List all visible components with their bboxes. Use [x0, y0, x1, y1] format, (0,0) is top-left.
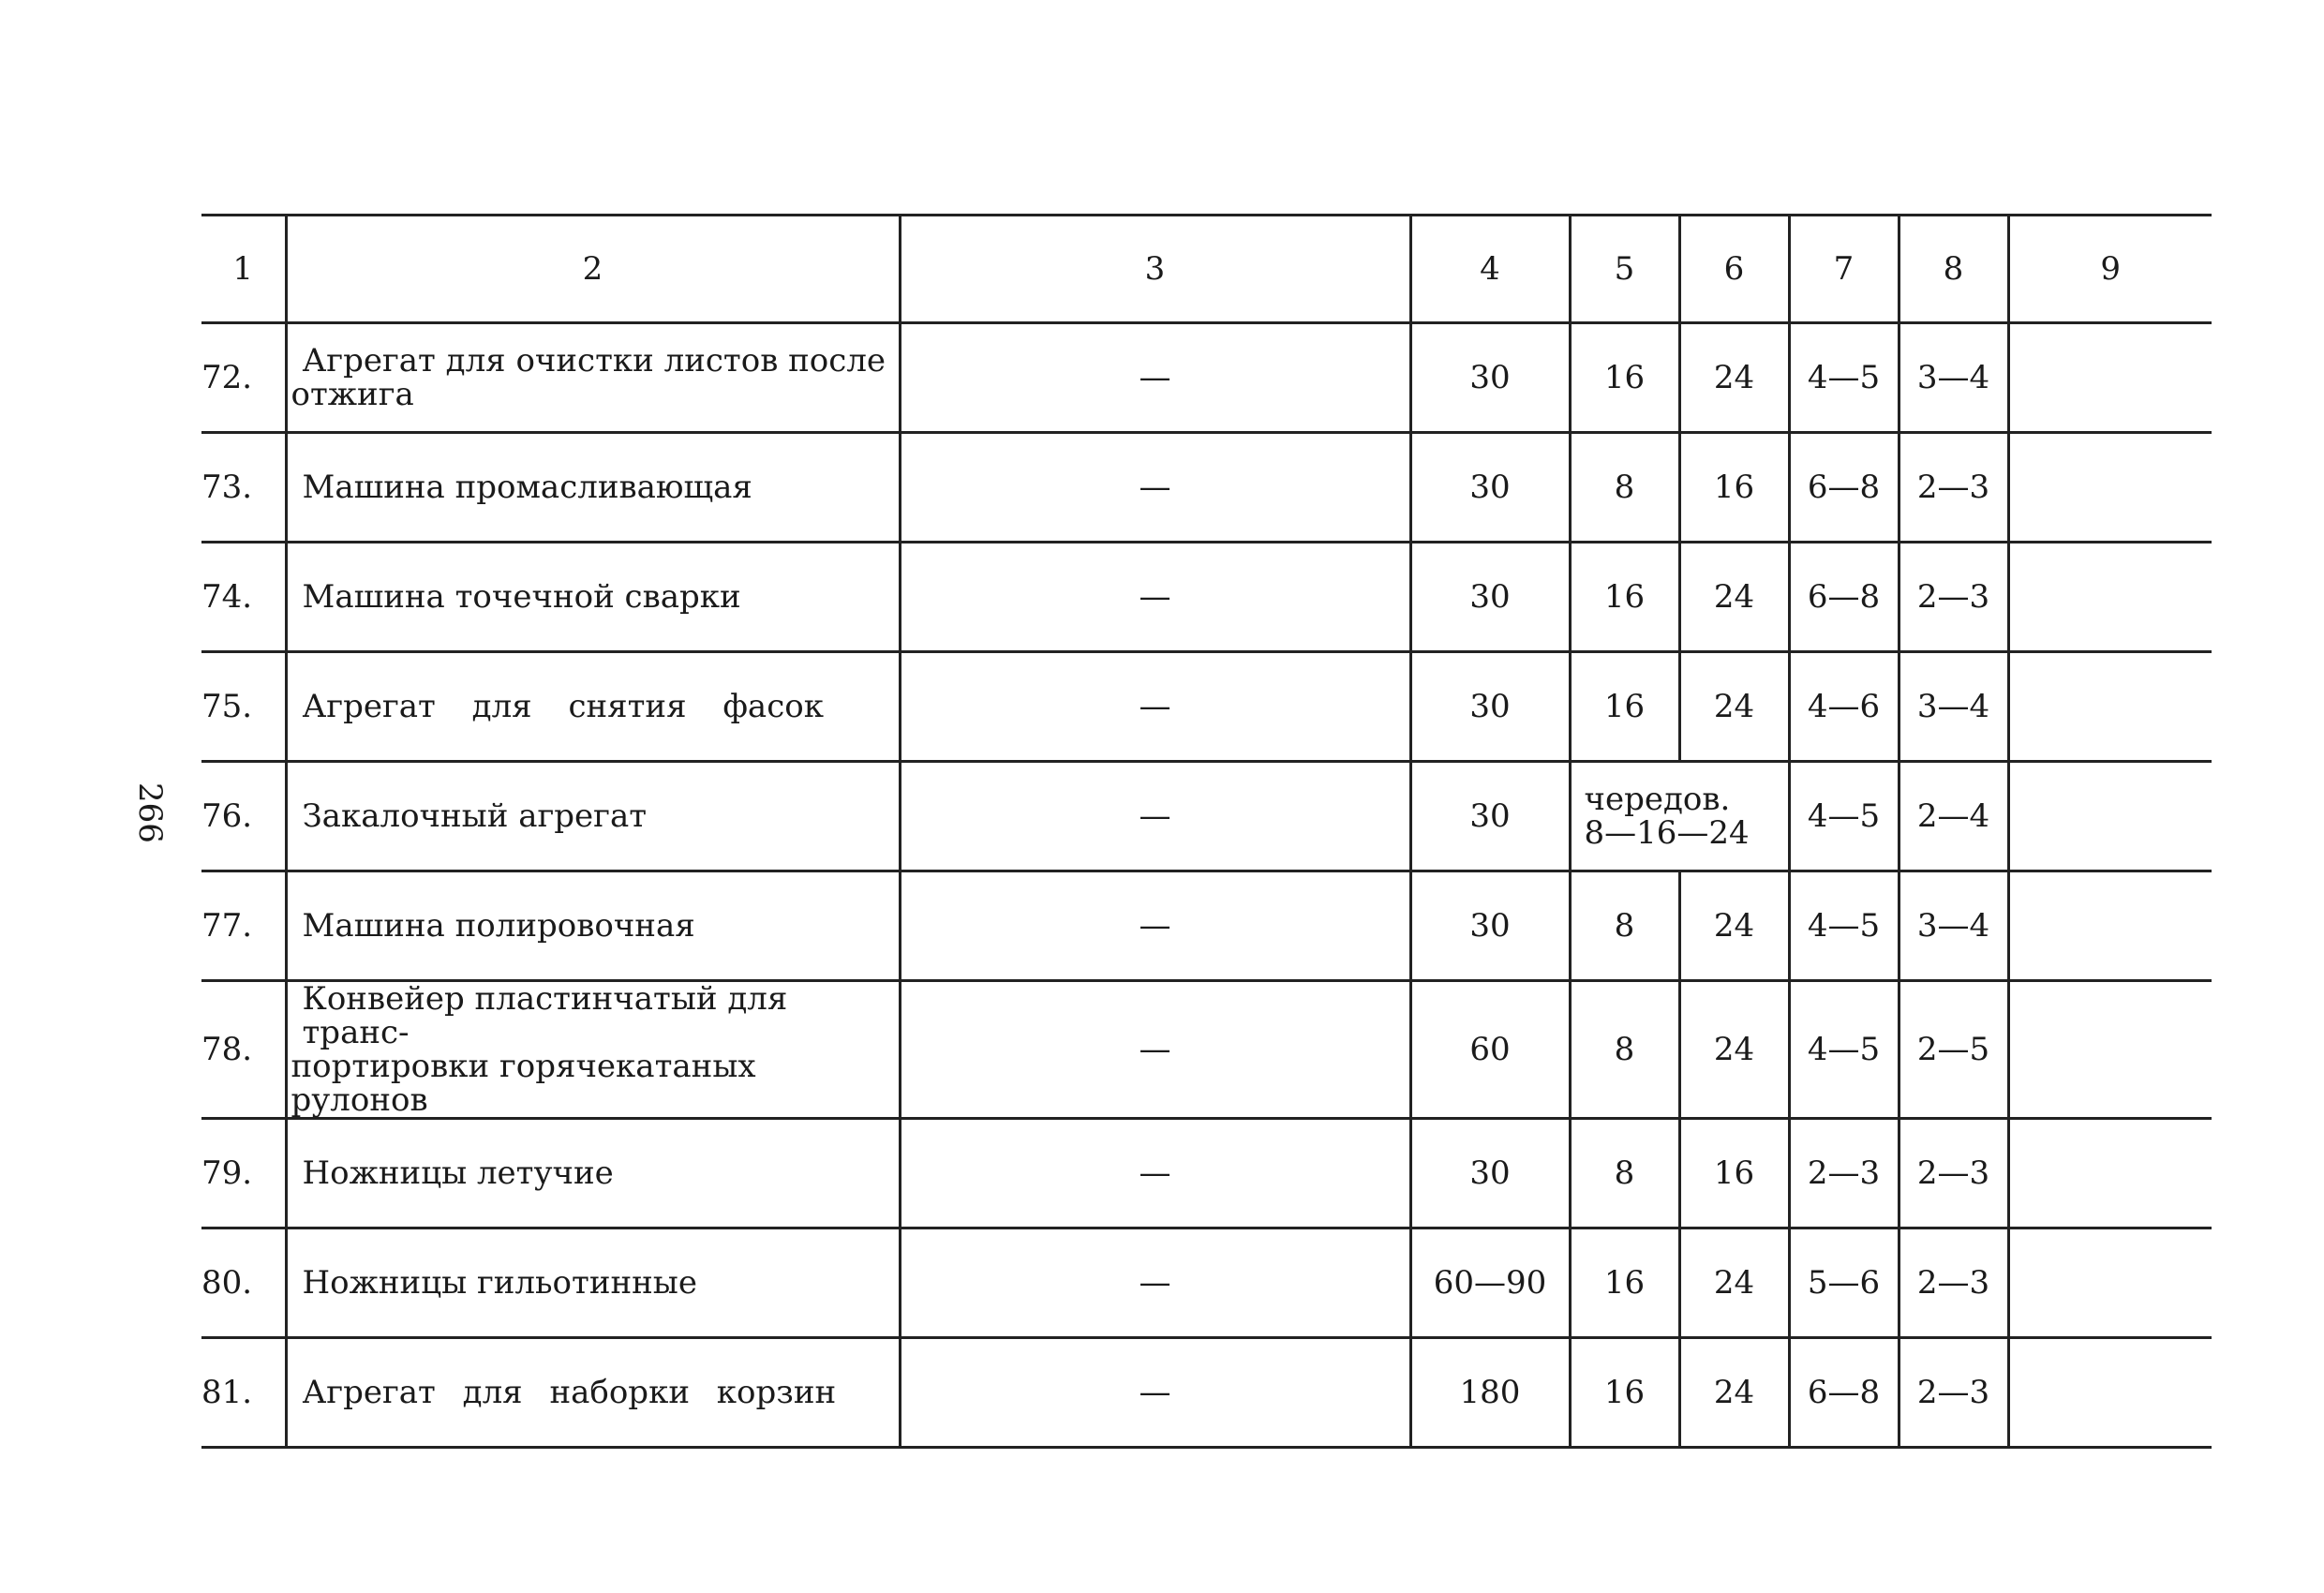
table-row	[201, 543, 2212, 652]
col8-value: 3—4	[1899, 871, 2008, 981]
alternating-label: чередов.	[1584, 781, 1731, 818]
col-header-3: 3	[900, 216, 1410, 323]
col4-value: 60	[1410, 981, 1570, 1119]
header-row	[201, 216, 2212, 323]
col8-value: 2—3	[1899, 1228, 2008, 1338]
col-header-1: 1	[201, 216, 286, 323]
col7-value: 4—5	[1789, 871, 1899, 981]
col-header-7: 7	[1789, 216, 1899, 323]
col3-value: —	[900, 543, 1410, 652]
col8-value: 2—3	[1899, 543, 2008, 652]
col5-value: 16	[1570, 652, 1679, 762]
col3-value: —	[900, 871, 1410, 981]
row-number: 72.	[201, 323, 286, 433]
table-row	[201, 433, 2212, 543]
col9-value	[2008, 652, 2212, 762]
col4-value: 30	[1410, 543, 1570, 652]
table-row	[201, 323, 2212, 433]
col3-value: —	[900, 1338, 1410, 1448]
table-row	[201, 1338, 2212, 1448]
col3-value: —	[900, 981, 1410, 1119]
col4-value: 30	[1410, 323, 1570, 433]
col5-value: 16	[1570, 1228, 1679, 1338]
col4-value: 30	[1410, 652, 1570, 762]
col5-6-merged-value	[1570, 762, 1789, 871]
col6-value: 24	[1679, 1338, 1789, 1448]
row-number: 78.	[201, 981, 286, 1119]
col5-value: 8	[1570, 1119, 1679, 1228]
col7-value: 6—8	[1789, 1338, 1899, 1448]
col9-value	[2008, 981, 2212, 1119]
col3-value: —	[900, 1228, 1410, 1338]
equipment-name: Агрегат для снятия фасок	[286, 652, 900, 762]
equipment-name: Ножницы летучие	[286, 1119, 900, 1228]
equipment-name: Машина полировочная	[286, 871, 900, 981]
col4-value: 60—90	[1410, 1228, 1570, 1338]
col8-value: 3—4	[1899, 652, 2008, 762]
col5-value: 8	[1570, 433, 1679, 543]
table-row	[201, 652, 2212, 762]
row-number: 80.	[201, 1228, 286, 1338]
col6-value: 24	[1679, 543, 1789, 652]
col8-value: 2—5	[1899, 981, 2008, 1119]
col8-value: 2—3	[1899, 1338, 2008, 1448]
table-row	[201, 1228, 2212, 1338]
col3-value: —	[900, 652, 1410, 762]
col5-value: 16	[1570, 323, 1679, 433]
col4-value: 30	[1410, 762, 1570, 871]
col4-value: 30	[1410, 871, 1570, 981]
col5-value: 8	[1570, 981, 1679, 1119]
col-header-6: 6	[1679, 216, 1789, 323]
col6-value: 24	[1679, 1228, 1789, 1338]
col9-value	[2008, 1338, 2212, 1448]
col4-value: 30	[1410, 1119, 1570, 1228]
col8-value: 2—3	[1899, 433, 2008, 543]
col8-value: 2—4	[1899, 762, 2008, 871]
col7-value: 5—6	[1789, 1228, 1899, 1338]
equipment-table	[201, 214, 2212, 1449]
col3-value: —	[900, 433, 1410, 543]
col6-value: 24	[1679, 652, 1789, 762]
col3-value: —	[900, 323, 1410, 433]
col5-value: 16	[1570, 1338, 1679, 1448]
equipment-name	[286, 981, 900, 1119]
row-number: 77.	[201, 871, 286, 981]
equipment-name-line1: Конвейер пластинчатый для транс-	[302, 980, 788, 1051]
col5-value: 8	[1570, 871, 1679, 981]
col3-value: —	[900, 762, 1410, 871]
alternating-values: 8—16—24	[1584, 814, 1750, 852]
col9-value	[2008, 323, 2212, 433]
col7-value: 4—5	[1789, 323, 1899, 433]
row-number: 79.	[201, 1119, 286, 1228]
col9-value	[2008, 871, 2212, 981]
page-number: 266	[131, 782, 169, 843]
col9-value	[2008, 1228, 2212, 1338]
equipment-name-line2: отжига	[290, 376, 414, 413]
col4-value: 180	[1410, 1338, 1570, 1448]
col-header-2: 2	[286, 216, 900, 323]
table-row	[201, 981, 2212, 1119]
col6-value: 16	[1679, 1119, 1789, 1228]
col4-value: 30	[1410, 433, 1570, 543]
col-header-4: 4	[1410, 216, 1570, 323]
col6-value: 16	[1679, 433, 1789, 543]
col9-value	[2008, 1119, 2212, 1228]
col9-value	[2008, 543, 2212, 652]
row-number: 73.	[201, 433, 286, 543]
col6-value: 24	[1679, 871, 1789, 981]
row-number: 75.	[201, 652, 286, 762]
col8-value: 2—3	[1899, 1119, 2008, 1228]
col5-value: 16	[1570, 543, 1679, 652]
equipment-name	[286, 323, 900, 433]
table-row	[201, 762, 2212, 871]
table-row	[201, 871, 2212, 981]
col3-value: —	[900, 1119, 1410, 1228]
col7-value: 6—8	[1789, 433, 1899, 543]
col-header-8: 8	[1899, 216, 2008, 323]
table-row	[201, 1119, 2212, 1228]
row-number: 76.	[201, 762, 286, 871]
col7-value: 2—3	[1789, 1119, 1899, 1228]
col9-value	[2008, 762, 2212, 871]
col7-value: 6—8	[1789, 543, 1899, 652]
col9-value	[2008, 433, 2212, 543]
col7-value: 4—5	[1789, 981, 1899, 1119]
col8-value: 3—4	[1899, 323, 2008, 433]
col7-value: 4—5	[1789, 762, 1899, 871]
equipment-name: Закалочный агрегат	[286, 762, 900, 871]
row-number: 81.	[201, 1338, 286, 1448]
row-number: 74.	[201, 543, 286, 652]
col-header-5: 5	[1570, 216, 1679, 323]
col6-value: 24	[1679, 323, 1789, 433]
equipment-name-line1: Агрегат для очистки листов после	[302, 342, 886, 380]
equipment-name: Машина точечной сварки	[286, 543, 900, 652]
equipment-name-line2: портировки горячекатаных рулонов	[290, 1048, 756, 1119]
equipment-name: Ножницы гильотинные	[286, 1228, 900, 1338]
col6-value: 24	[1679, 981, 1789, 1119]
equipment-name: Машина промасливающая	[286, 433, 900, 543]
col7-value: 4—6	[1789, 652, 1899, 762]
col-header-9: 9	[2008, 216, 2212, 323]
equipment-name: Агрегат для наборки корзин	[286, 1338, 900, 1448]
